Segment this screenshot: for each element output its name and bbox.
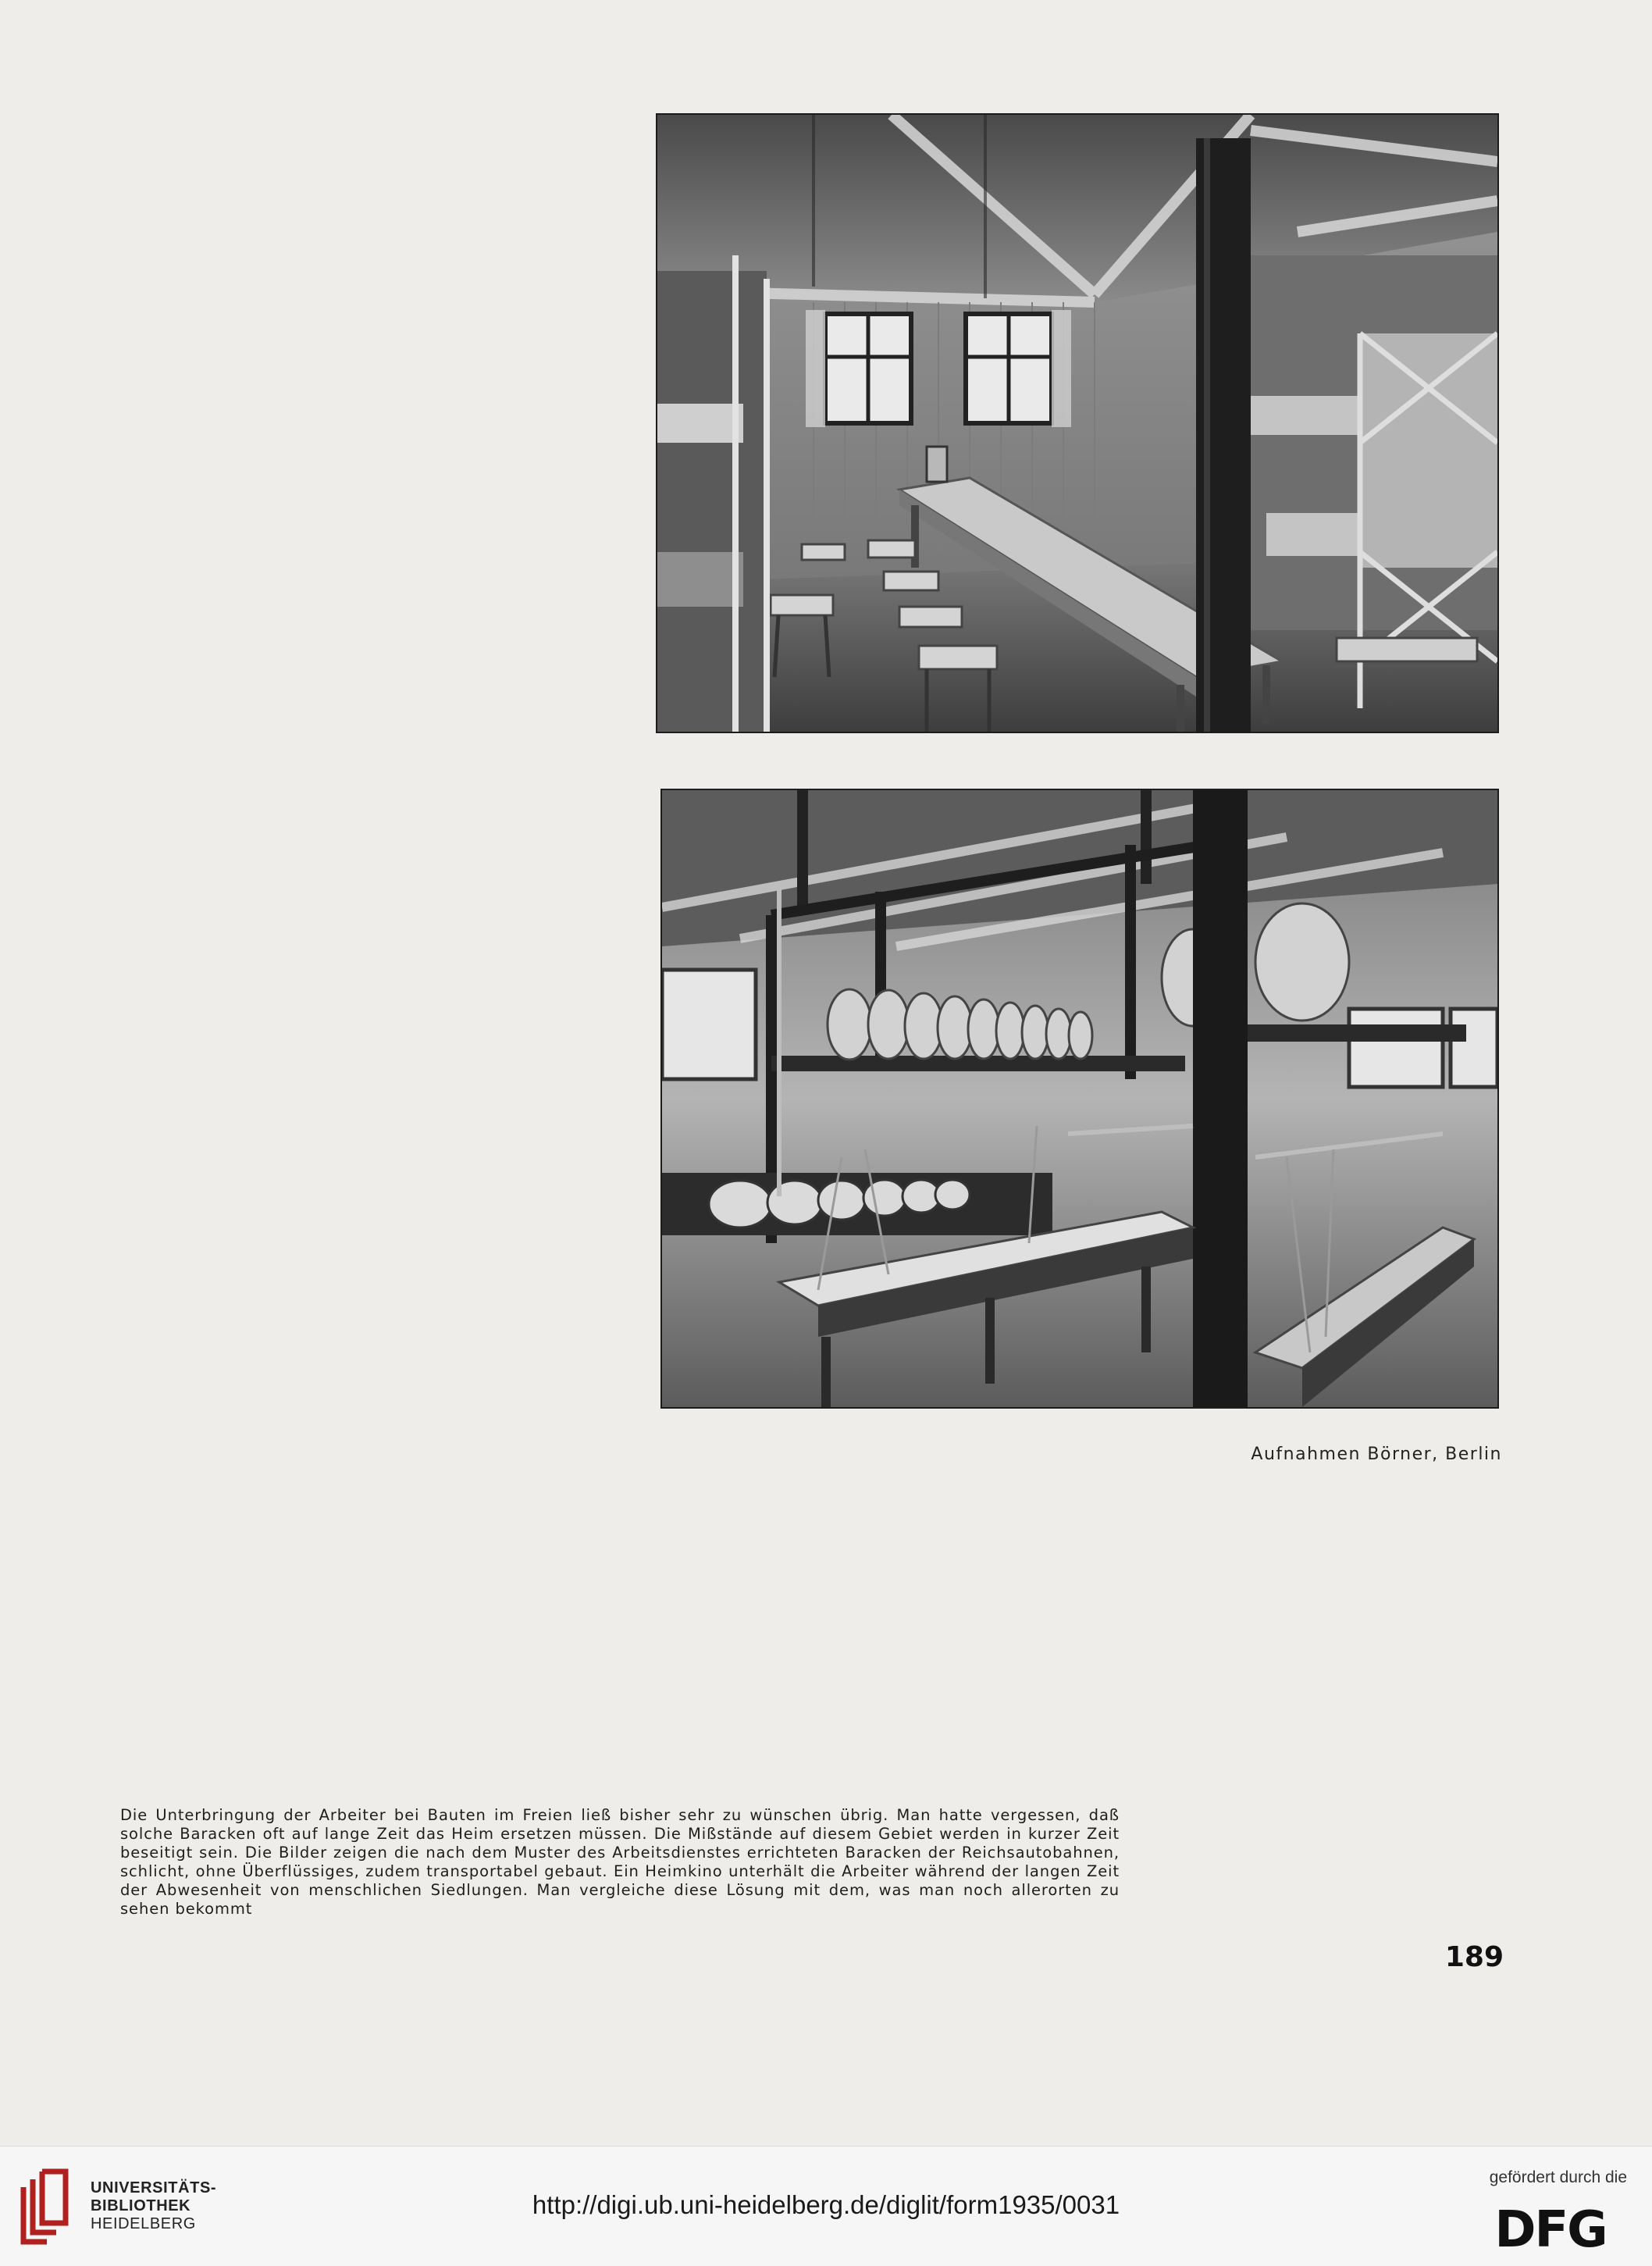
photo-washroom <box>662 790 1497 1407</box>
library-name-line-3: HEIDELBERG <box>91 2215 196 2232</box>
dfg-logo[interactable] <box>1472 2203 1629 2251</box>
caption-text: Die Unterbringung der Arbeiter bei Bauten im Freien ließ bisher sehr zu wünschen übrig. Man hatte vergessen, daß solche Baracken oft auf lange Zeit das Heim ersetzen müssen. Die Mißstände auf diesem Gebiet werden in kurzer Zeit beseitigt sein. Die Bilder zeigen die nach dem Muster des Arbeitsdienstes errichteten Baracken der Reichsautobahnen, schlicht, ohne Überflüssiges, zudem transportabel gebaut. Ein Heimkino unterhält die Arbeiter während der langen Zeit der Abwesenheit von menschlichen Siedlungen. Man vergleiche diese Lösung mit dem, was man noch allerorten zu sehen bekommt <box>120 1805 1120 1918</box>
library-name-line-2: BIBLIOTHEK <box>91 2197 191 2214</box>
photo-dormitory <box>657 115 1497 732</box>
funded-by-label: gefördert durch die <box>1489 2168 1627 2186</box>
permalink-url[interactable]: http://digi.ub.uni-heidelberg.de/diglit/form1935/0031 <box>532 2190 1120 2219</box>
digital-library-footer <box>0 2146 1652 2266</box>
page-number: 189 <box>1444 1941 1504 1973</box>
photo-credit: Aufnahmen Börner, Berlin <box>1251 1445 1502 1464</box>
dfg-logo-text: DFG <box>1494 2203 1607 2251</box>
library-name-line-1: UNIVERSITÄTS- <box>91 2179 217 2197</box>
dormitory-illustration <box>657 115 1497 732</box>
washroom-illustration <box>662 790 1497 1407</box>
